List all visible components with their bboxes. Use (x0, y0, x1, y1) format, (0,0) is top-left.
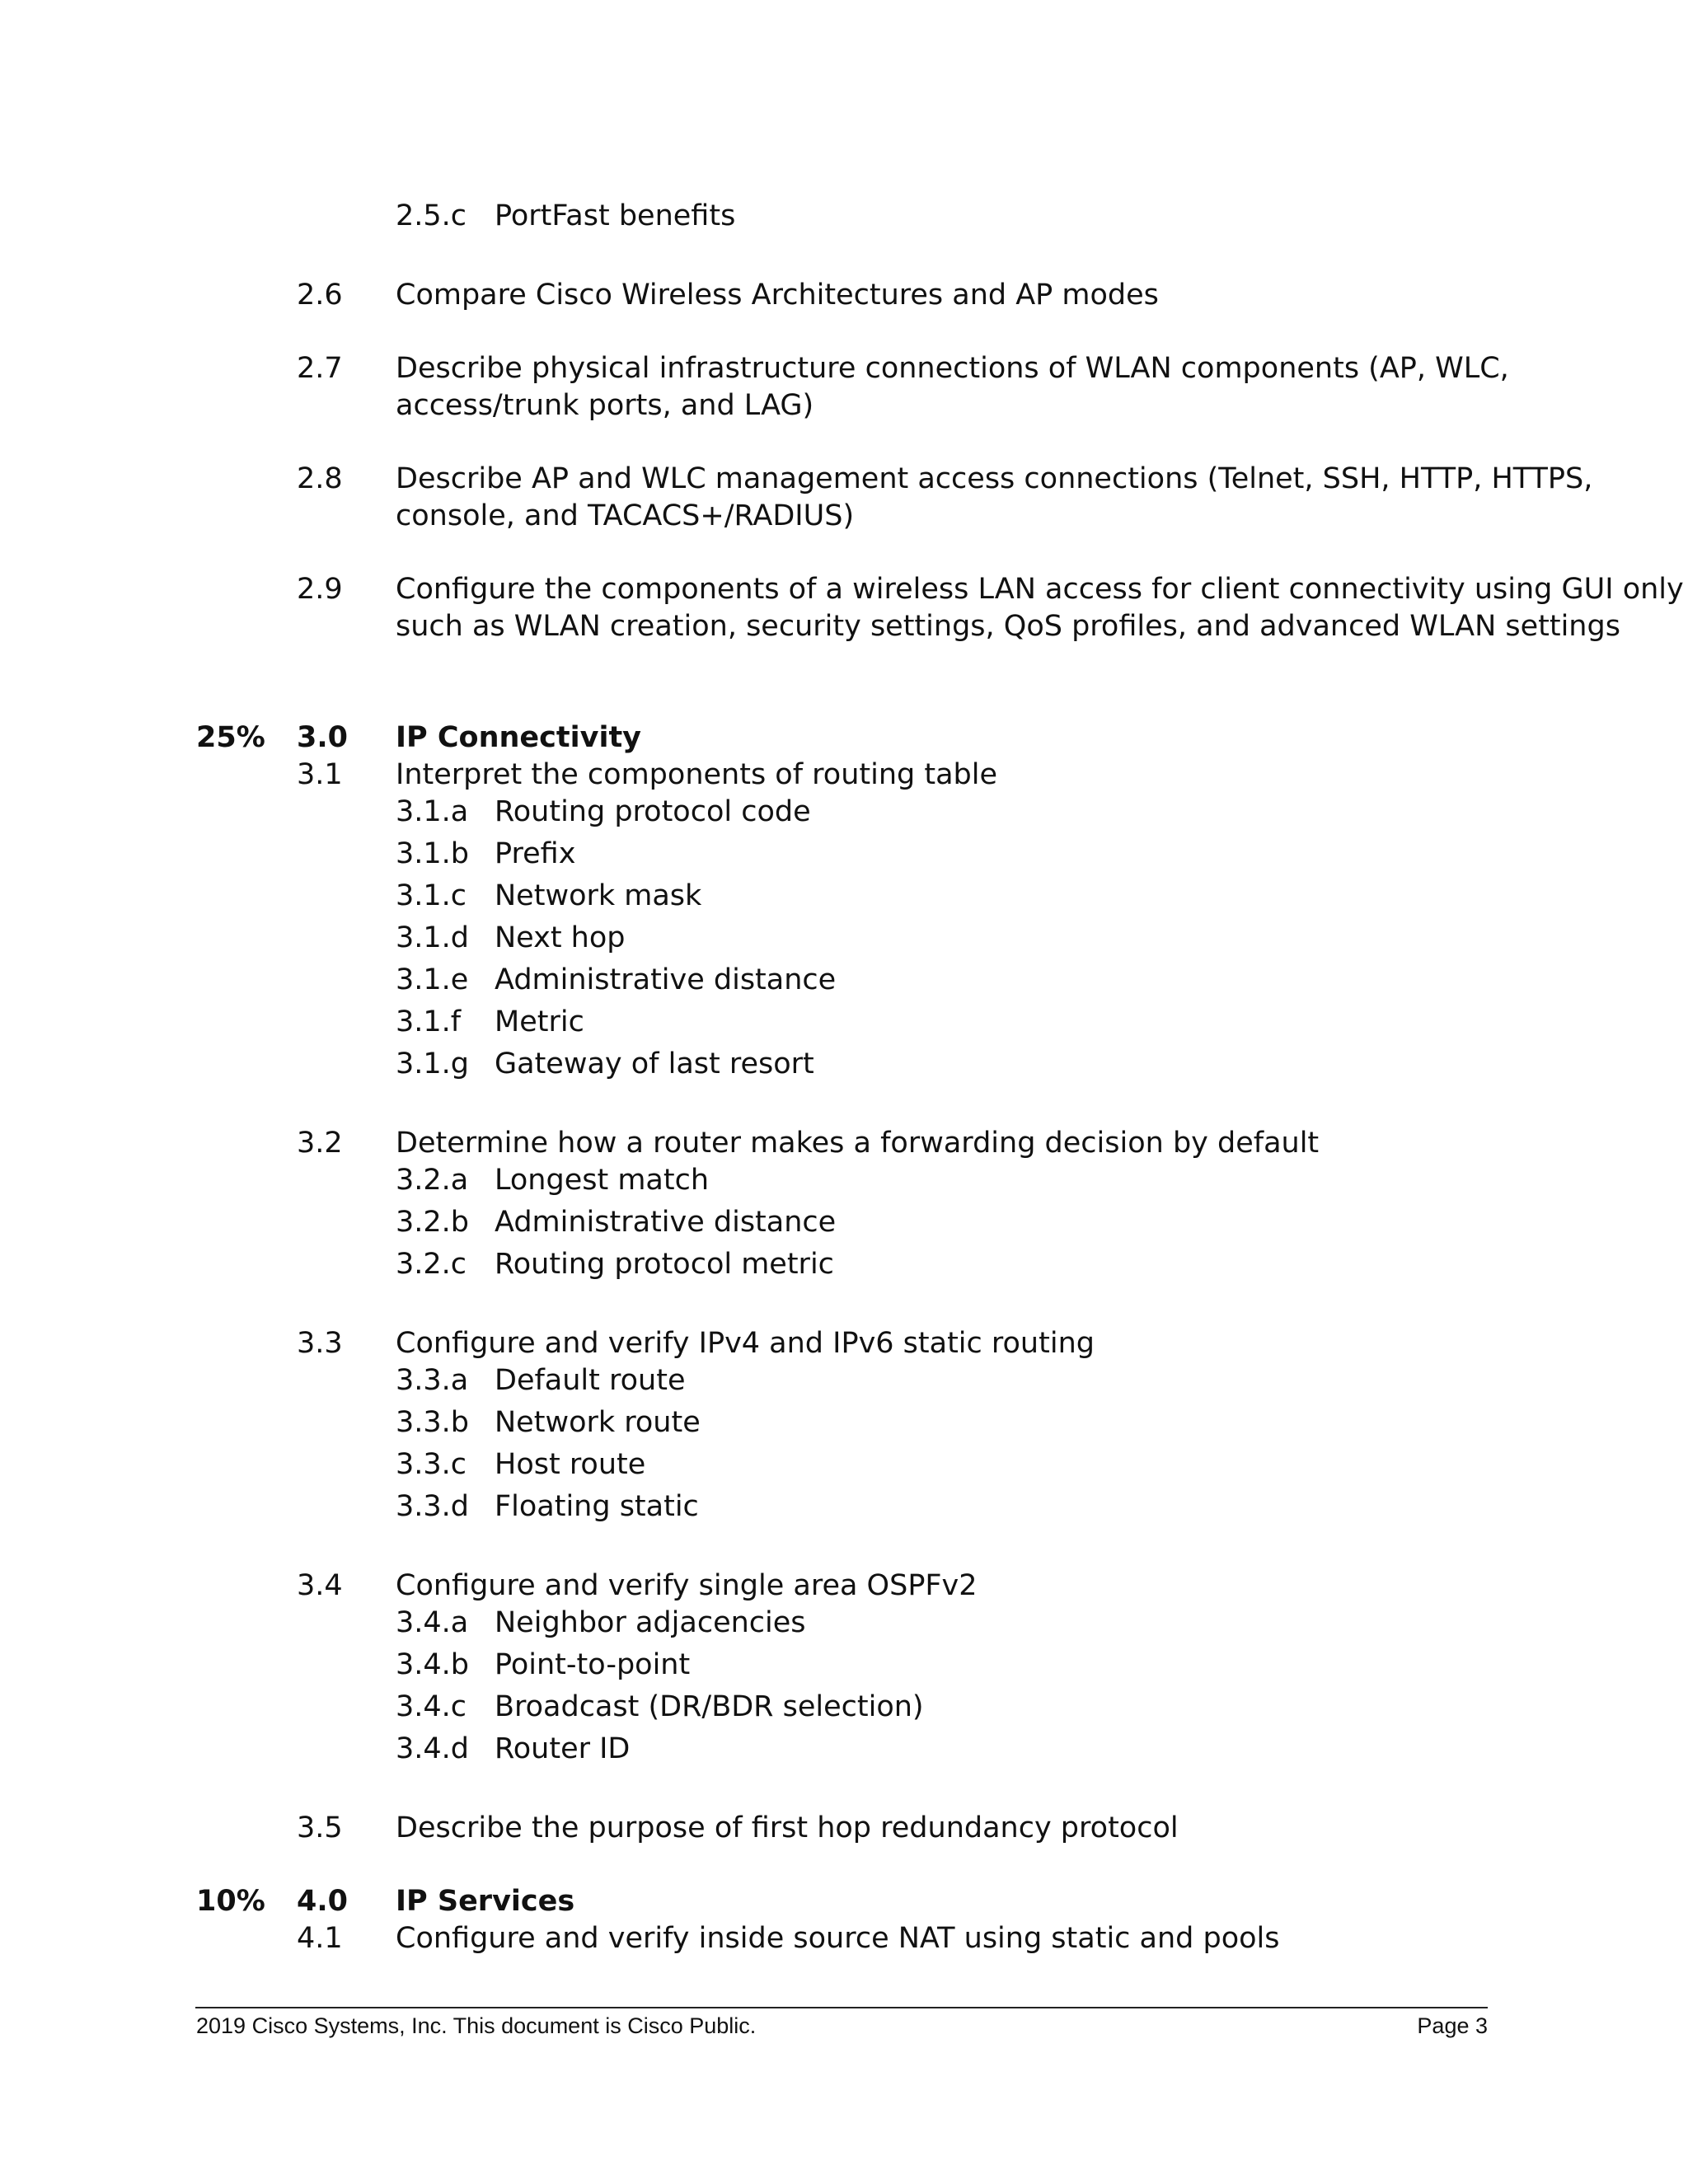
item-number: 3.2 (297, 1127, 343, 1160)
subitem-number: 3.3.d (396, 1490, 470, 1523)
item-text: PortFast benefits (495, 199, 736, 232)
item-text: Compare Cisco Wireless Architectures and AP modes (396, 279, 1159, 312)
subitem-text: Routing protocol metric (495, 1248, 834, 1281)
subitem-number: 3.1.g (396, 1047, 470, 1080)
subitem-text: Floating static (495, 1490, 699, 1523)
item-number: 2.7 (297, 352, 343, 385)
subitem-number: 3.1.f (396, 1005, 462, 1038)
subitem-text: Network mask (495, 879, 702, 912)
subitem-number: 3.3.c (396, 1448, 467, 1481)
footer-page-number: Page 3 (1417, 2013, 1488, 2038)
item-text-line1: Configure the components of a wireless LAN access for client connectivity using GUI only (396, 573, 1684, 606)
subitem-text: Metric (495, 1005, 584, 1038)
subitem-text: Next hop (495, 921, 626, 954)
item-number: 2.8 (297, 462, 343, 495)
footer-divider (195, 2007, 1488, 2008)
item-number: 2.5.c (396, 199, 467, 232)
item-text: Configure and verify IPv4 and IPv6 static routing (396, 1327, 1095, 1360)
item-number: 3.4 (297, 1569, 343, 1602)
subitem-number: 3.4.b (396, 1648, 470, 1681)
subitem-number: 3.1.d (396, 921, 470, 954)
item-text-line2: console, and TACACS+/RADIUS) (396, 499, 855, 532)
item-text: Interpret the components of routing table (396, 758, 997, 791)
subitem-number: 3.4.d (396, 1732, 470, 1765)
subitem-text: Neighbor adjacencies (495, 1606, 806, 1639)
subitem-text: Network route (495, 1406, 701, 1439)
item-text: Describe the purpose of first hop redundancy protocol (396, 1811, 1179, 1844)
subitem-text: Router ID (495, 1732, 631, 1765)
section-number: 3.0 (297, 721, 349, 754)
subitem-number: 3.4.c (396, 1690, 467, 1723)
subitem-number: 3.1.a (396, 795, 469, 828)
item-text-line2: access/trunk ports, and LAG) (396, 389, 814, 422)
subitem-number: 3.2.c (396, 1248, 467, 1281)
subitem-text: Routing protocol code (495, 795, 811, 828)
section-title: IP Connectivity (396, 721, 641, 754)
subitem-text: Administrative distance (495, 1206, 837, 1239)
item-number: 3.3 (297, 1327, 343, 1360)
item-text-line2: such as WLAN creation, security settings, QoS profiles, and advanced WLAN settings (396, 610, 1620, 643)
subitem-text: Host route (495, 1448, 646, 1481)
subitem-text: Gateway of last resort (495, 1047, 814, 1080)
item-number: 3.1 (297, 758, 343, 791)
item-text-line1: Describe AP and WLC management access connections (Telnet, SSH, HTTP, HTTPS, (396, 462, 1593, 495)
subitem-number: 3.3.b (396, 1406, 470, 1439)
item-text: Configure and verify single area OSPFv2 (396, 1569, 978, 1602)
item-text: Configure and verify inside source NAT using static and pools (396, 1922, 1280, 1955)
subitem-text: Longest match (495, 1164, 710, 1197)
subitem-text: Broadcast (DR/BDR selection) (495, 1690, 924, 1723)
item-number: 2.6 (297, 279, 343, 312)
item-number: 4.1 (297, 1922, 343, 1955)
section-weight: 25% (196, 721, 265, 754)
subitem-number: 3.1.c (396, 879, 467, 912)
item-text-line1: Describe physical infrastructure connections of WLAN components (AP, WLC, (396, 352, 1509, 385)
subitem-number: 3.4.a (396, 1606, 469, 1639)
section-weight: 10% (196, 1885, 265, 1918)
subitem-text: Administrative distance (495, 963, 837, 996)
item-number: 2.9 (297, 573, 343, 606)
subitem-number: 3.2.b (396, 1206, 470, 1239)
subitem-number: 3.1.e (396, 963, 469, 996)
subitem-text: Default route (495, 1364, 686, 1397)
subitem-text: Prefix (495, 837, 576, 870)
subitem-number: 3.1.b (396, 837, 470, 870)
subitem-number: 3.3.a (396, 1364, 469, 1397)
subitem-text: Point-to-point (495, 1648, 691, 1681)
section-number: 4.0 (297, 1885, 349, 1918)
footer-copyright: 2019 Cisco Systems, Inc. This document is Cisco Public. (196, 2013, 757, 2038)
item-number: 3.5 (297, 1811, 343, 1844)
subitem-number: 3.2.a (396, 1164, 469, 1197)
item-text: Determine how a router makes a forwarding decision by default (396, 1127, 1320, 1160)
section-title: IP Services (396, 1885, 575, 1918)
